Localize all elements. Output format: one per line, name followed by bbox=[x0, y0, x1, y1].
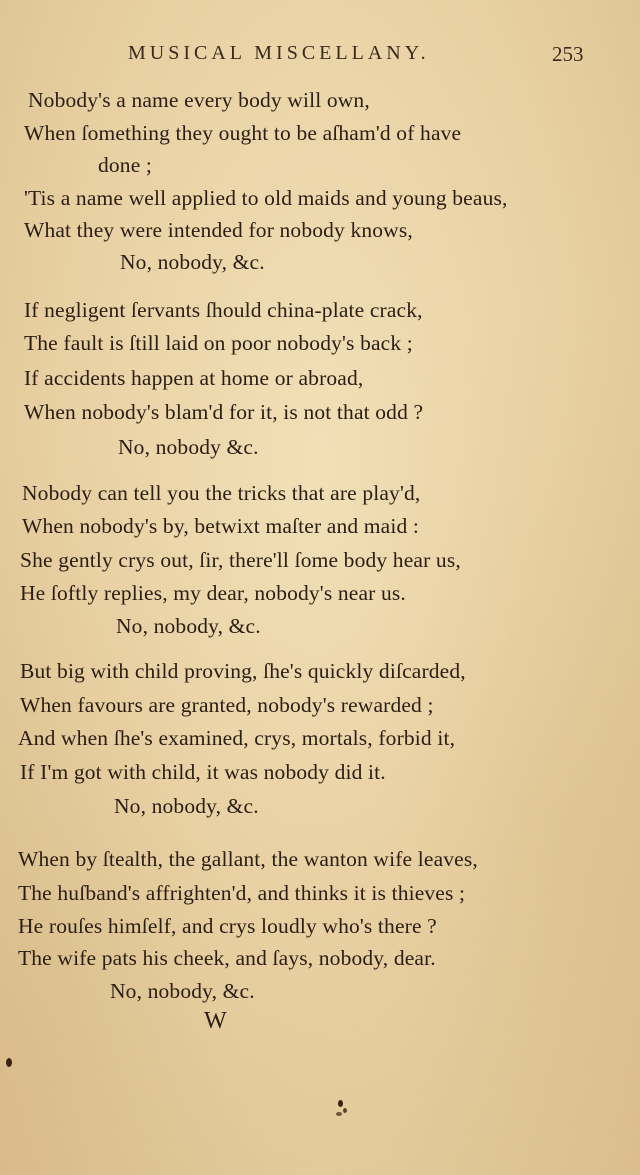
verse-line: If I'm got with child, it was nobody did it. bbox=[20, 760, 386, 784]
verse-line: If accidents happen at home or abroad, bbox=[24, 366, 364, 390]
signature-initial: W bbox=[204, 1008, 227, 1034]
chorus-line: No, nobody, &c. bbox=[116, 614, 261, 638]
chorus-line: No, nobody &c. bbox=[118, 435, 259, 459]
verse-line: The fault is ſtill laid on poor nobody's back ; bbox=[24, 331, 413, 355]
page-number: 253 bbox=[552, 42, 584, 66]
verse-line: Nobody's a name every body will own, bbox=[28, 88, 370, 112]
verse-line: And when ſhe's examined, crys, mortals, forbid it, bbox=[18, 726, 456, 750]
chorus-line: No, nobody, &c. bbox=[120, 250, 265, 274]
chorus-line: No, nobody, &c. bbox=[110, 979, 255, 1003]
verse-line: The wife pats his cheek, and ſays, nobody, dear. bbox=[18, 946, 436, 970]
verse-line: He rouſes himſelf, and crys loudly who's there ? bbox=[18, 914, 437, 938]
verse-line: When nobody's blam'd for it, is not that odd ? bbox=[24, 400, 424, 424]
verse-line: But big with child proving, ſhe's quickly diſcarded, bbox=[20, 659, 466, 683]
chorus-line: No, nobody, &c. bbox=[114, 794, 259, 818]
ink-speck bbox=[343, 1108, 347, 1113]
verse-line: If negligent ſervants ſhould china-plate crack, bbox=[24, 298, 423, 322]
verse-line: She gently crys out, ſir, there'll ſome body hear us, bbox=[20, 548, 461, 572]
ink-speck bbox=[338, 1100, 343, 1107]
running-head: MUSICAL MISCELLANY. bbox=[128, 42, 430, 64]
verse-line: 'Tis a name well applied to old maids and young beaus, bbox=[24, 186, 508, 210]
verse-line: When favours are granted, nobody's rewarded ; bbox=[20, 693, 434, 717]
verse-line: Nobody can tell you the tricks that are play'd, bbox=[22, 481, 421, 505]
verse-line: When ſomething they ought to be aſham'd of have bbox=[24, 121, 462, 145]
ink-speck bbox=[6, 1058, 12, 1067]
verse-line: What they were intended for nobody knows, bbox=[24, 218, 413, 242]
verse-line: He ſoftly replies, my dear, nobody's near us. bbox=[20, 581, 406, 605]
verse-line: When by ſtealth, the gallant, the wanton wife leaves, bbox=[18, 847, 478, 871]
verse-line: When nobody's by, betwixt maſter and maid : bbox=[22, 514, 420, 538]
verse-line: The huſband's affrighten'd, and thinks it is thieves ; bbox=[18, 881, 466, 905]
ink-speck bbox=[336, 1112, 342, 1116]
verse-line: done ; bbox=[98, 153, 153, 177]
